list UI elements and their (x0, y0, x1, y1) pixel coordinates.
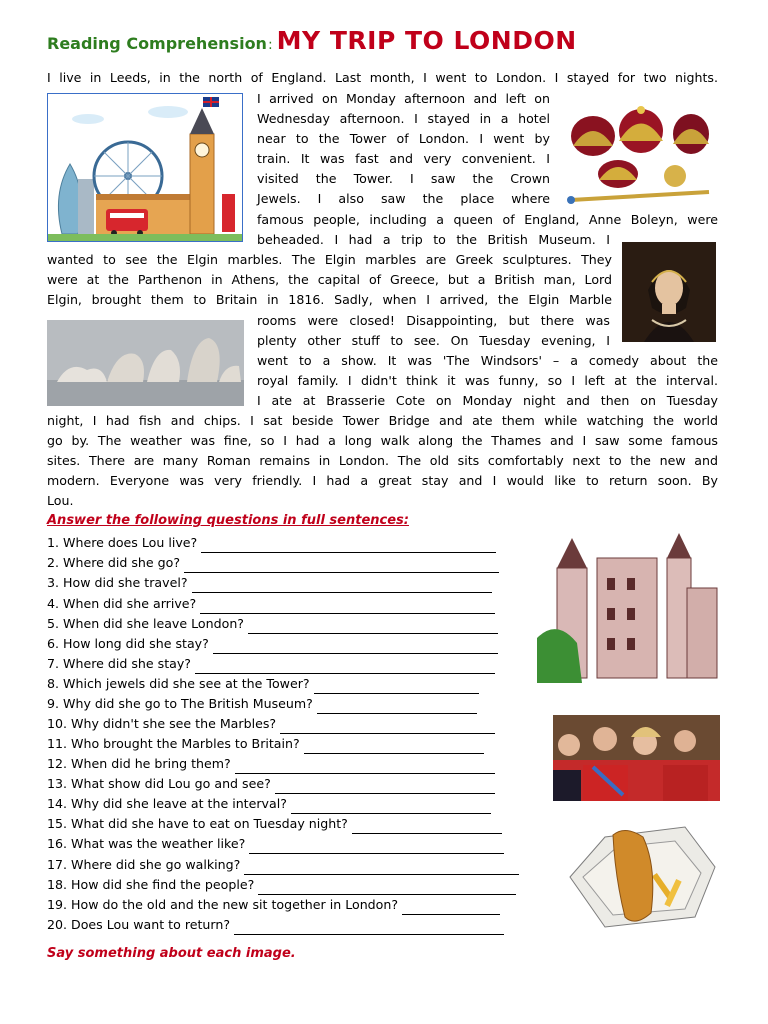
answer-blank[interactable] (402, 900, 500, 915)
question-row: 10. Why didn't she see the Marbles? (47, 714, 495, 734)
question-row: 14. Why did she leave at the interval? (47, 794, 491, 814)
footer-instruction: Say something about each image. (47, 946, 296, 961)
answer-blank[interactable] (234, 920, 504, 935)
passage-line: night, I had fish and chips. I sat beside Tower Bridge and ate them while watching the world (47, 413, 718, 428)
passage-line: royal family. I didn't think it was funny, so I left at the interval. (257, 373, 718, 388)
answer-blank[interactable] (195, 659, 495, 674)
passage-line: went to a show. It was 'The Windsors' – a comedy about the (257, 353, 718, 368)
question-row: 8. Which jewels did she see at the Tower? (47, 674, 479, 694)
question-row: 3. How did she travel? (47, 573, 492, 593)
anne-boleyn-portrait (622, 242, 716, 342)
answer-blank[interactable] (304, 739, 484, 754)
passage-line: go by. The weather was fine, so I had a long walk along the Thames and I saw some famous (47, 433, 718, 448)
answer-blank[interactable] (192, 578, 492, 593)
answer-blank[interactable] (201, 538, 496, 553)
answer-blank[interactable] (200, 599, 495, 614)
answer-blank[interactable] (258, 880, 516, 895)
passage-line: sites. There are many Roman remains in London. The old sits comfortably next to the new and (47, 453, 718, 468)
passage-line: near to the Tower of London. I went by (257, 131, 550, 146)
answer-blank[interactable] (275, 779, 495, 794)
tower-of-london-illustration (537, 528, 720, 683)
passage-line: famous people, including a queen of England, Anne Boleyn, were (257, 212, 718, 227)
page-title (47, 26, 577, 62)
passage-line: beheaded. I had a trip to the British Museum. I (257, 232, 610, 247)
question-row: 2. Where did she go? (47, 553, 499, 573)
passage-line: Jewels. I also saw the place where (257, 191, 550, 206)
passage-line: were at the Parthenon in Athens, the capital of Greece, but a British man, Lord (47, 272, 612, 287)
passage-line: I live in Leeds, in the north of England. Last month, I went to London. I stayed for two nights. (47, 70, 718, 85)
question-row: 7. Where did she stay? (47, 654, 495, 674)
answer-blank[interactable] (280, 719, 495, 734)
question-row: 11. Who brought the Marbles to Britain? (47, 734, 484, 754)
question-row: 16. What was the weather like? (47, 834, 504, 854)
answer-blank[interactable] (235, 759, 495, 774)
answer-blank[interactable] (291, 799, 491, 814)
passage-line: train. It was fast and very convenient. I (257, 151, 550, 166)
passage-line: Lou. (47, 493, 74, 508)
answer-blank[interactable] (317, 699, 477, 714)
question-row: 12. When did he bring them? (47, 754, 495, 774)
question-row: 18. How did she find the people? (47, 875, 516, 895)
title-main: MY TRIP TO LONDON (276, 26, 577, 55)
answer-blank[interactable] (314, 679, 479, 694)
questions-heading: Answer the following questions in full sentences: (47, 513, 409, 528)
crown-jewels-photo (563, 96, 715, 208)
passage-line: I ate at Brasserie Cote on Monday night and then on Tuesday (257, 393, 718, 408)
question-row: 6. How long did she stay? (47, 634, 498, 654)
title-colon: : (267, 37, 273, 53)
passage-line: rooms were closed! Disappointing, but there was (257, 313, 610, 328)
question-row: 17. Where did she go walking? (47, 855, 519, 875)
question-row: 4. When did she arrive? (47, 594, 495, 614)
question-row: 20. Does Lou want to return? (47, 915, 504, 935)
passage-line: wanted to see the Elgin marbles. The Elgin marbles are Greek sculptures. They (47, 252, 612, 267)
answer-blank[interactable] (184, 558, 499, 573)
question-row: 13. What show did Lou go and see? (47, 774, 495, 794)
elgin-marbles-photo (47, 320, 244, 406)
passage-line: Elgin, brought them to Britain in 1816. Sadly, when I arrived, the Elgin Marble (47, 292, 612, 307)
question-row: 19. How do the old and the new sit together in London? (47, 895, 500, 915)
question-row: 1. Where does Lou live? (47, 533, 496, 553)
passage-line: Wednesday afternoon. I stayed in a hotel (257, 111, 550, 126)
passage-line: plenty other stuff to see. On Tuesday evening, I (257, 333, 610, 348)
fish-and-chips-illustration (565, 817, 720, 933)
answer-blank[interactable] (352, 819, 502, 834)
passage-line: visited the Tower. I saw the Crown (257, 171, 550, 186)
passage-line: modern. Everyone was very friendly. I had a great stay and I would like to return soon. By (47, 473, 718, 488)
london-landmarks-illustration (47, 93, 243, 242)
question-row: 15. What did she have to eat on Tuesday night? (47, 814, 502, 834)
passage-line: I arrived on Monday afternoon and left on (257, 91, 550, 106)
answer-blank[interactable] (248, 619, 498, 634)
question-row: 9. Why did she go to The British Museum? (47, 694, 477, 714)
answer-blank[interactable] (249, 839, 504, 854)
answer-blank[interactable] (213, 639, 498, 654)
the-windsors-cast-photo (553, 715, 720, 801)
title-label: Reading Comprehension (47, 34, 267, 53)
answer-blank[interactable] (244, 860, 519, 875)
question-row: 5. When did she leave London? (47, 614, 498, 634)
